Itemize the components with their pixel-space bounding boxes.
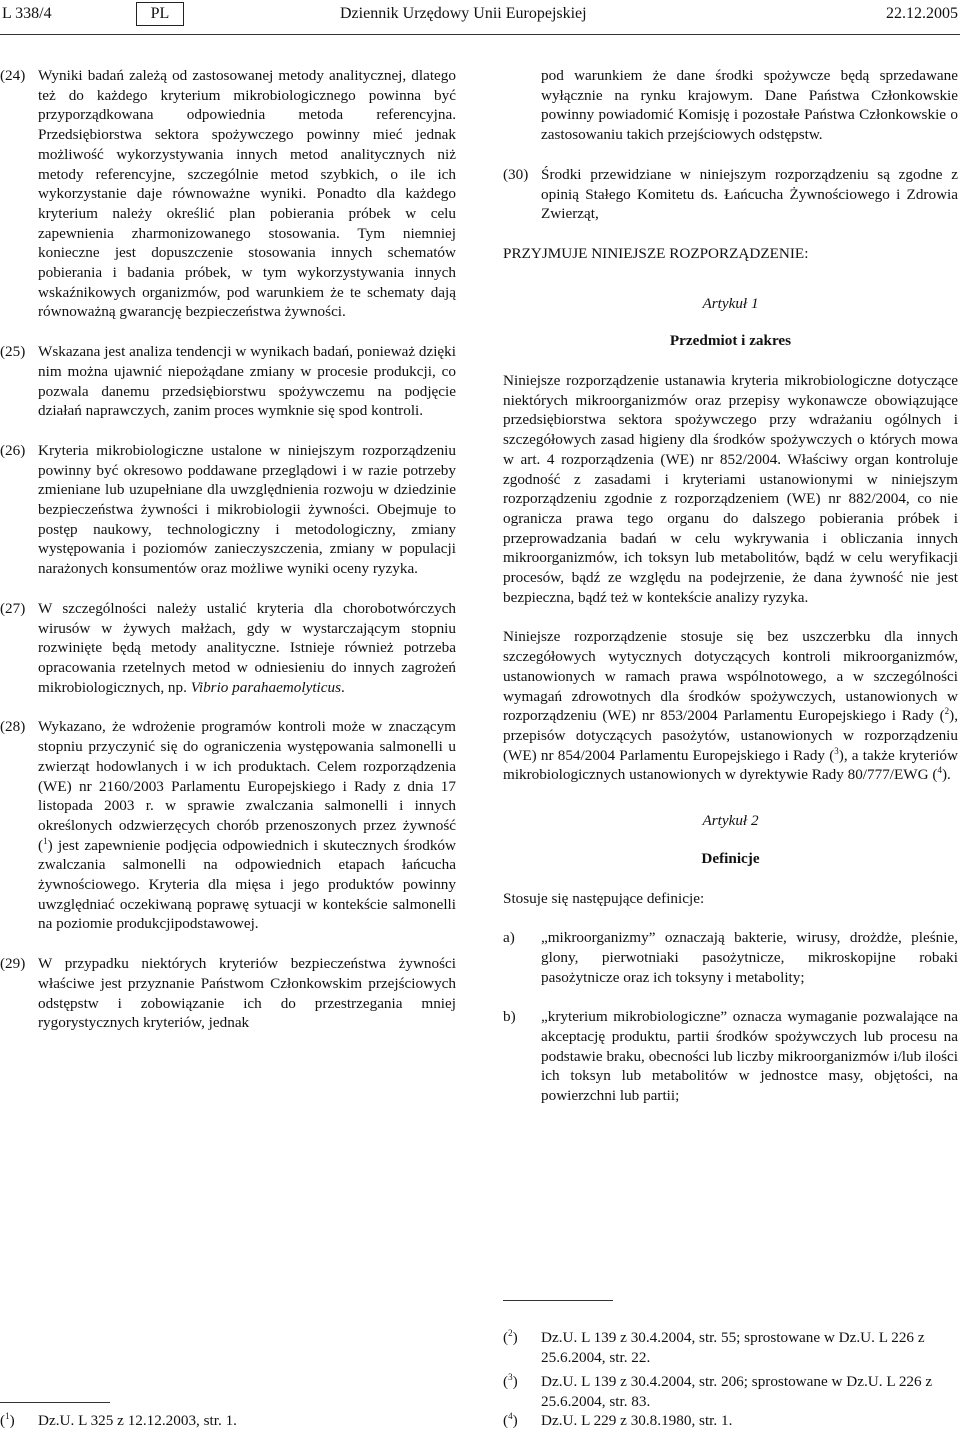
left-column: [0, 66, 456, 1053]
article-1-paragraph-1: Niniejsze rozporządzenie ustanawia kryteria mikrobiologiczne dotyczące niektórych mikroorganizmów oraz przepisy wykonawcze obowiązujące przedsiębiorstwa sektora spożywczego przy wdrażaniu ogólnych i szczegółowych zasad higieny dla środków spożywczych o których mowa w art. 4 rozporządzenia (WE) nr 852/2004. Właściwy organ kontroluje zgodność z zasadami i kryteriami ustanowionymi w niniejszym rozporządzeniu zgodnie z rozporządzeniem (WE) nr 882/2004, co nie ogranicza prawa tego organu do dalszego pobierania próbek i przeprowadzania badań w celu wykrywania i obliczania innych mikroorganizmów, ich toksyn lub metabolitów, bądź w celu weryfikacji procesów, bądź ze względu na podejrzenie, że dana żywność nie jest bezpieczna, bądź też w kontekście analizy ryzyka.: [503, 372, 958, 606]
article-1-title: Przedmiot i zakres: [669, 332, 792, 350]
footnote-1: [0, 1411, 456, 1431]
footnote-ref-2[interactable]: 2: [944, 706, 950, 717]
footnote-number: ($^4$): [503, 1410, 518, 1429]
article-1-number: Artykuł 1: [702, 294, 759, 312]
page-number: L 338/4: [2, 5, 52, 22]
definition-b: [503, 1007, 958, 1106]
recital-27: [0, 599, 456, 698]
footnote-text: Dz.U. L 139 z 30.4.2004, str. 55; sprostowane w Dz.U. L 226 z 25.6.2004, str. 22.: [541, 1329, 925, 1366]
footnote-number: ($^3$): [503, 1371, 518, 1390]
recital-number: (26): [0, 441, 26, 459]
recital-text: W przypadku niektórych kryteriów bezpieczeństwa żywności właściwe jest przyznanie Państwom Członkowskim przejściowych odstępstw i zobowiązanie ich do przestrzegania mniej rygorystycznych kryteriów, jednak: [38, 955, 456, 1032]
footnote-text: Dz.U. L 229 z 30.8.1980, str. 1.: [541, 1412, 733, 1429]
footnote-2: [503, 1328, 958, 1367]
recital-text: Kryteria mikrobiologiczne ustalone w niniejszym rozporządzeniu powinny być okresowo poddawane przeglądowi i w razie potrzeby zmieniane lub uzupełniane dla uwzględnienia rozwoju w dziedzinie bezpieczeństwa żywności i mikrobiologii żywności. Obejmuje to postęp naukowy, technologiczny i metodologiczny, zmiany występowania i poziomów zanieczyszczenia, zmiany w populacji narażonych konsumentów oraz możliwe wyniki oceny ryzyka.: [38, 441, 456, 578]
footnote-ref-1[interactable]: 1: [43, 835, 48, 846]
page-header: [0, 4, 960, 28]
definition-a: [503, 928, 958, 987]
article-2-title: Definicje: [701, 849, 760, 867]
recital-text: Środki przewidziane w niniejszym rozporządzeniu są zgodne z opinią Stałego Komitetu ds. Łańcucha Żywnościowego i Zdrowia Zwierząt,: [541, 165, 958, 223]
recital-text: Wyniki badań zależą od zastosowanej metody analitycznej, dlatego też do każdego kryterium mikrobiologicznego powinna być przyporządkowana odpowiednia metoda referencyjna. Przedsiębiorstwa sektora spożywczego powinny mieć jednak możliwość wykorzystywania innych metod analitycznych niż metody referencyjne, szczególnie metod szybkich, o ile ich wykorzystanie daje równoważne wyniki. Ponadto dla każdego kryterium należy określić plan pobierania próbek w celu zapewnienia zharmonizowanego stosowania. Tym niemniej konieczne jest dopuszczenie stosowania innych schematów pobierania i badania próbek, w tym wykorzystywania innych wskaźnikowych organizmów, pod warunkiem że te schematy dają równoważną gwarancję bezpieczeństwa żywności.: [38, 67, 456, 321]
footnote-ref-3[interactable]: 3: [834, 745, 839, 756]
footnote-rule-right: [503, 1300, 613, 1301]
recital-text: W szczególności należy ustalić kryteria dla chorobotwórczych wirusów w żywych małżach, gdy w wystarczającym stopniu rozwinięte będą metody analityczne. Istnieje również potrzeba opracowania rzetelnych metod w odniesieniu do innych zagrożeń mikrobiologicznych, np.: [38, 599, 456, 696]
language-code: PL: [136, 2, 184, 26]
recital-24: [0, 66, 456, 322]
recital-text-cont: ) jest zapewnienie podjęcia odpowiednich i skutecznych środków zwalczania salmonelli na odpowiednich etapach łańcucha żywnościowego. Kryteria dla mięsa i jego produktów powinny uwzględniać oczekiwaną poprawę sytuacji w kontekście salmonelli na poziomie produkcjipodstawowej.: [38, 836, 456, 933]
article-2-intro: Stosuje się następujące definicje:: [503, 889, 705, 907]
recital-text: Wskazana jest analiza tendencji w wynikach badań, ponieważ dzięki nim można ujawnić niepożądane zmiany w procesie produkcji, co pozwala danemu przedsiębiorstwu spożywczemu na podjęcie działań naprawczych, zanim proces wymknie się spod kontroli.: [38, 343, 456, 420]
article-1-paragraph-2: Niniejsze rozporządzenie stosuje się bez uszczerbku dla innych szczegółowych wytycznych dotyczących kontroli mikroorganizmów, ustanowionych w ramach prawa wspólnotowego, a w szczególności wymagań zdrowotnych dla środków spożywczych, ustanowionych w rozporządzeniu (WE) nr 853/2004 Parlamentu Europejskiego i Rady ($^2$), przepisów dotyczących pasożytów, ustanowionych w rozporządzeniu (WE) nr 854/2004 Parlamentu Europejskiego i Rady ($^3$), a także kryteriów mikrobiologicznych ustanowionych w dyrektywie Rady 80/777/EWG ($^4$).: [503, 628, 958, 784]
recital-29: [0, 954, 456, 1033]
right-column: [503, 66, 958, 1126]
footnote-text: Dz.U. L 139 z 30.4.2004, str. 206; sprostowane w Dz.U. L 226 z 25.6.2004, str. 83.: [541, 1373, 933, 1410]
recital-number: (25): [0, 343, 26, 361]
definition-text: „mikroorganizmy” oznaczają bakterie, wirusy, drożdże, pleśnie, glony, pierwotniaki pasożytnicze, mikroskopijne robaki pasożytnicze oraz ich toksyny i metabolity;: [541, 929, 958, 986]
recital-25: [0, 342, 456, 421]
footnote-number: ($^1$): [0, 1410, 15, 1429]
recital-28: [0, 717, 456, 934]
recital-number: (30): [503, 165, 529, 183]
recital-26: [0, 441, 456, 579]
species-name: Vibrio parahaemolyticus: [190, 678, 342, 696]
definition-label: a): [503, 929, 515, 947]
footnote-ref-4[interactable]: 4: [937, 765, 942, 776]
footnote-3: [503, 1372, 958, 1411]
footnote-text: Dz.U. L 325 z 12.12.2003, str. 1.: [38, 1412, 237, 1429]
footnote-4: [503, 1411, 958, 1431]
recital-number: (27): [0, 599, 26, 617]
recital-29-continuation: pod warunkiem że dane środki spożywcze będą sprzedawane wyłącznie na rynku krajowym. Dane Państwa Członkowskie powinny powiadomić Komisję i pozostałe Państwa Członkowskie o zastosowaniu takich przejściowych odstępstw.: [541, 67, 958, 144]
definition-text: „kryterium mikrobiologiczne” oznacza wymaganie pozwalające na akceptację produktu, partii środków spożywczych lub procesu na podstawie braku, obecności lub liczby mikroorganizmów i/lub ilości ich toksyn lub metabolitów w jednostce masy, objętości, na powierzchni lub partii;: [541, 1008, 958, 1105]
footnote-rule-left: [0, 1402, 110, 1403]
recital-number: (28): [0, 718, 26, 736]
article-2-number: Artykuł 2: [702, 812, 759, 830]
recital-number: (29): [0, 955, 26, 973]
recital-30: [503, 165, 958, 224]
definition-label: b): [503, 1008, 516, 1026]
header-rule: [0, 34, 960, 35]
footnote-number: ($^2$): [503, 1327, 518, 1346]
issue-date: 22.12.2005: [886, 5, 958, 22]
recital-text-end: .: [341, 678, 345, 696]
adoption-formula: PRZYJMUJE NINIEJSZE ROZPORZĄDZENIE:: [503, 244, 809, 262]
journal-title: Dziennik Urzędowy Unii Europejskiej: [340, 5, 587, 22]
recital-number: (24): [0, 67, 26, 84]
recital-text: Wykazano, że wdrożenie programów kontroli może w znaczącym stopniu przyczynić się do ograniczenia występowania salmonelli u zwierząt hodowlanych i w ich produktach. Celem rozporządzenia (WE) nr 2160/2003 Parlamentu Europejskiego i Rady z dnia 17 listopada 2003 r. w sprawie zwalczania salmonelli i innych określonych odzwierzęcych chorób przenoszonych przez żywność (: [38, 718, 456, 854]
